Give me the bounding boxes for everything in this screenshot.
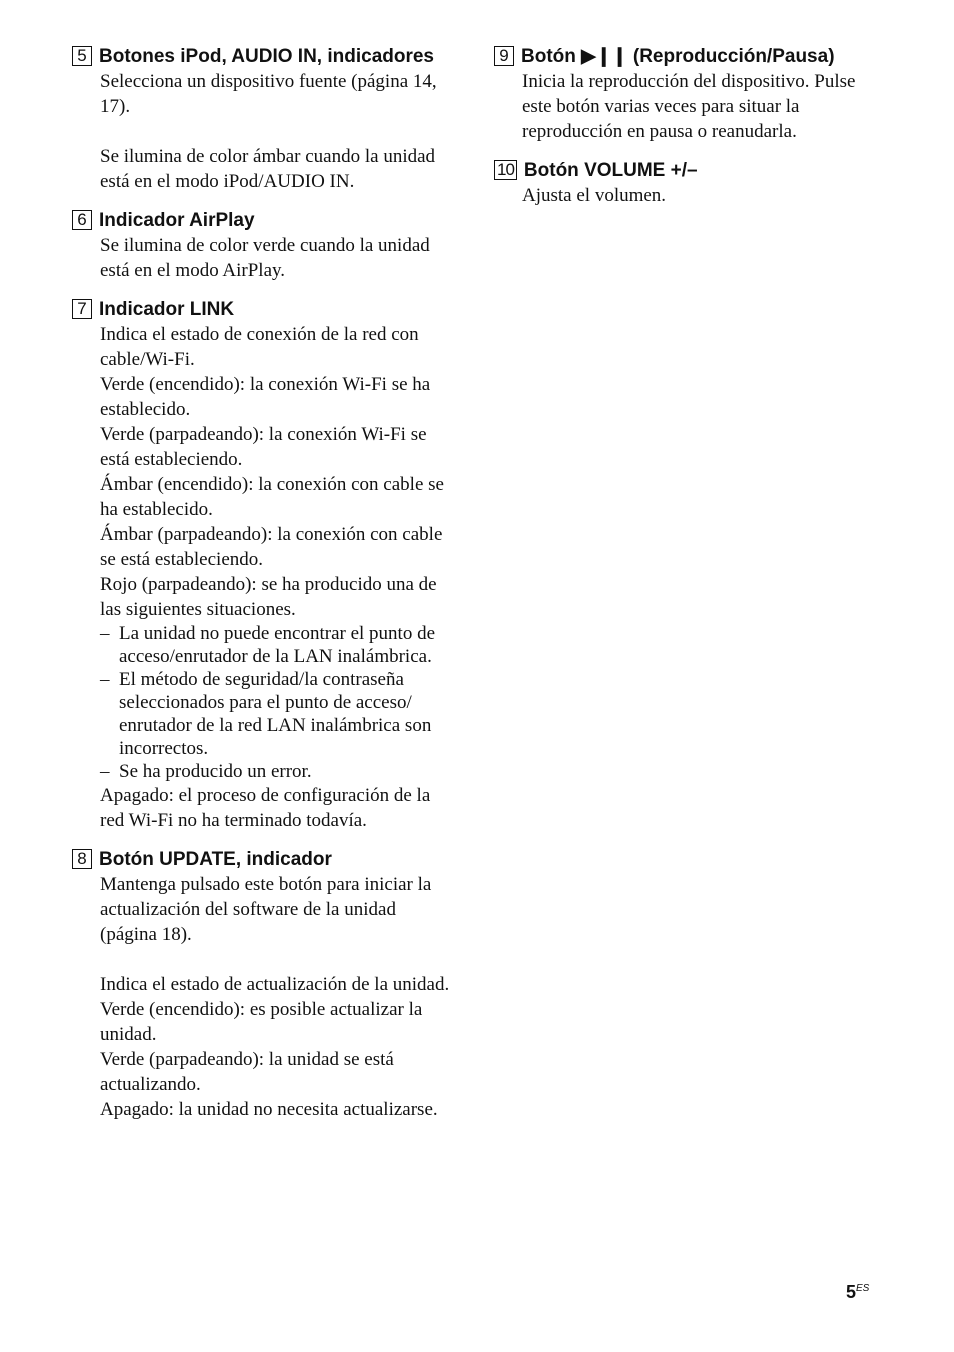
item-number: 6 xyxy=(72,210,92,230)
item-text: Verde (encendido): la conexión Wi-Fi se ha establecido. xyxy=(100,374,431,420)
item-text: Apagado: la unidad no necesita actualizarse. xyxy=(100,1099,438,1120)
item-text: Verde (parpadeando): la conexión Wi-Fi se está estableciendo. xyxy=(100,424,427,470)
list-item: – Se ha producido un error. xyxy=(100,760,452,783)
item-title: Botón UPDATE, indicador xyxy=(99,849,332,870)
list-item: – El método de seguridad/la contraseña seleccionados para el punto de acceso/ enrutador de la red LAN inalámbrica son incorrectos. xyxy=(100,668,452,760)
page-number: $5^{ES}$ xyxy=(846,1282,870,1302)
page-language-suffix: ES xyxy=(856,1283,870,1294)
item-number: 7 xyxy=(72,299,92,319)
item-number: 9 xyxy=(494,46,514,66)
item-title: Botón VOLUME +/– xyxy=(523,160,698,181)
item-title: Botón ▶❙❙ (Reproducción/Pausa) xyxy=(521,46,835,67)
item-text: Indica el estado de conexión de la red con cable/Wi-Fi. xyxy=(100,324,419,370)
item-text: Verde (parpadeando): la unidad se está actualizando. xyxy=(100,1049,394,1095)
item-text: Indica el estado de actualización de la unidad. xyxy=(100,974,450,995)
item-text: Rojo (parpadeando): se ha producido una de las siguientes situaciones. xyxy=(100,574,437,620)
item-5 xyxy=(72,44,452,194)
list-item: – La unidad no puede encontrar el punto de acceso/enrutador de la LAN inalámbrica. xyxy=(100,622,452,668)
item-number: 8 xyxy=(72,849,92,869)
item-8 xyxy=(72,847,452,1122)
left-column xyxy=(72,44,452,1136)
item-title: Indicador AirPlay xyxy=(99,210,255,231)
item-text: Ámbar (encendido): la conexión con cable se ha establecido. xyxy=(100,474,444,520)
item-9 xyxy=(494,44,884,144)
item-text: Mantenga pulsado este botón para iniciar la actualización del software de la unidad (página 18). xyxy=(100,874,432,945)
right-column xyxy=(494,44,884,222)
item-title: Indicador LINK xyxy=(99,299,235,320)
item-text: Se ilumina de color ámbar cuando la unidad está en el modo iPod/AUDIO IN. xyxy=(100,146,436,192)
item-text: Ajusta el volumen. xyxy=(522,185,667,206)
item-number: 5 xyxy=(72,46,92,66)
item-text: Se ilumina de color verde cuando la unidad está en el modo AirPlay. xyxy=(100,235,430,281)
item-title: Botones iPod, AUDIO IN, indicadores xyxy=(99,46,434,67)
item-text: Selecciona un dispositivo fuente (página 14, 17). xyxy=(100,71,437,117)
item-text: Verde (encendido): es posible actualizar la unidad. xyxy=(100,999,423,1045)
item-text: Apagado: el proceso de configuración de la red Wi-Fi no ha terminado todavía. xyxy=(100,785,431,831)
dash-list xyxy=(100,622,452,783)
item-text: Inicia la reproducción del dispositivo. Pulse este botón varias veces para situar la reproducción en pausa o reanudarla. xyxy=(522,71,856,142)
item-7 xyxy=(72,297,452,833)
item-number: 10 xyxy=(494,160,517,180)
item-6 xyxy=(72,208,452,283)
item-text: Ámbar (parpadeando): la conexión con cable se está estableciendo. xyxy=(100,524,443,570)
item-10 xyxy=(494,158,884,208)
